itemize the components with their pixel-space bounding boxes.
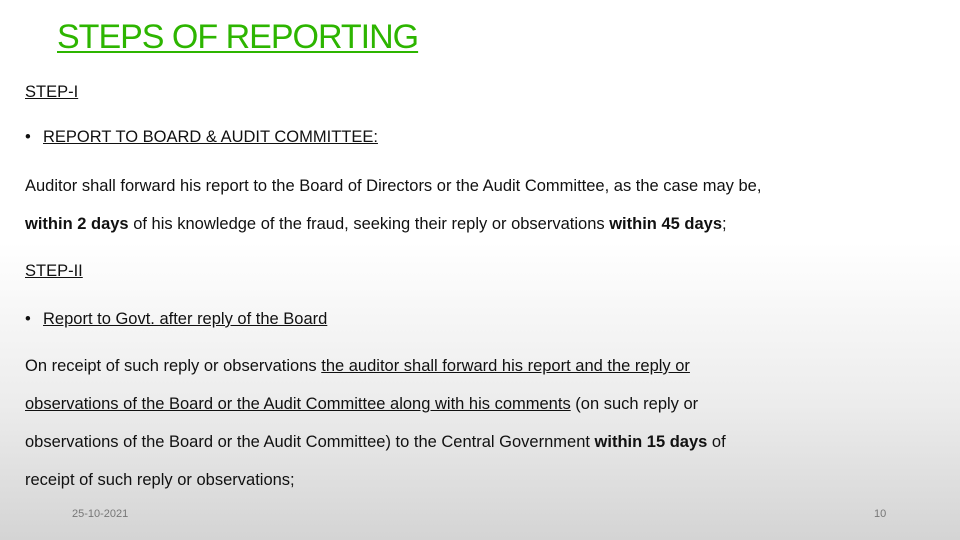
step-2-bullet-item	[25, 309, 327, 329]
bullet-icon: •	[25, 128, 31, 146]
step-1-paragraph-line-1: Auditor shall forward his report to the Board of Directors or the Audit Committee, as the case may be,	[25, 177, 762, 195]
step-2-text: (on such reply or	[570, 395, 699, 413]
step-1-text-end: ;	[722, 215, 727, 233]
step-1-subheading: REPORT TO BOARD & AUDIT COMMITTEE:	[43, 128, 378, 146]
step-2-heading: STEP-II	[25, 262, 83, 280]
step-2-paragraph-line-4: receipt of such reply or observations;	[25, 471, 295, 489]
step-2-text: On receipt of such reply or observations	[25, 357, 322, 375]
step-2-subheading: Report to Govt. after reply of the Board	[43, 310, 328, 328]
step-2-text: observations of the Board or the Audit Committee) to the Central Government	[25, 433, 595, 451]
step-1-bullet-item	[25, 127, 378, 147]
deadline-2-days: within 2 days	[25, 215, 129, 233]
step-2-underlined-text: the auditor shall forward his report and the reply or	[321, 357, 690, 375]
footer-date: 25-10-2021	[72, 508, 129, 520]
step-1-text: of his knowledge of the fraud, seeking their reply or observations	[128, 215, 610, 233]
bullet-icon: •	[25, 310, 31, 328]
page-number: 10	[874, 508, 887, 520]
deadline-45-days: within 45 days	[609, 215, 723, 233]
step-2-paragraph-line-1	[25, 356, 690, 376]
step-2-underlined-text: observations of the Board or the Audit Committee along with his comments	[25, 395, 571, 413]
step-2-paragraph-line-3	[25, 432, 726, 452]
slide-title: STEPS OF REPORTING	[57, 18, 419, 56]
step-2-text-end: of	[707, 433, 726, 451]
deadline-15-days: within 15 days	[594, 433, 708, 451]
step-1-heading: STEP-I	[25, 83, 79, 101]
step-1-paragraph-line-2	[25, 214, 727, 234]
step-2-paragraph-line-2	[25, 394, 698, 414]
